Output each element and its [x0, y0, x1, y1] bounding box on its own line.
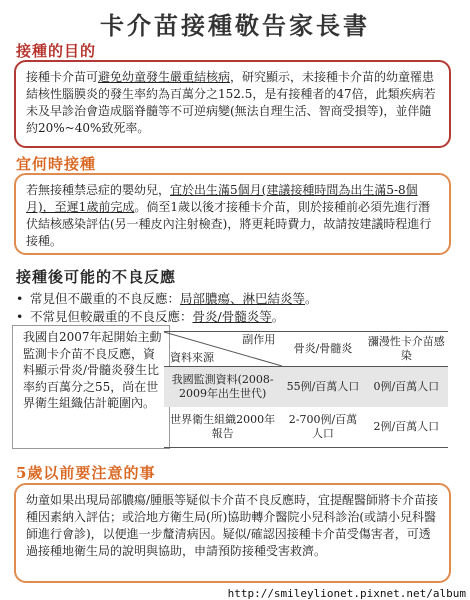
- reaction-rare-end: 。: [271, 309, 285, 324]
- watermark-url: http://smileylionet.pixnet.net/album: [227, 587, 466, 600]
- list-item: [16, 308, 284, 325]
- purpose-box: [14, 60, 451, 148]
- section-heading-reactions: 接種後可能的不良反應: [16, 268, 177, 286]
- purpose-text-1: 接種卡介苗可: [26, 70, 99, 84]
- bullet-icon: •: [16, 309, 24, 324]
- purpose-text-underlined: 避免幼童發生嚴重結核病: [98, 70, 231, 84]
- reaction-common-label: 常見但不嚴重的不良反應：: [30, 291, 181, 306]
- when-box: [14, 173, 451, 255]
- reaction-rare-value: 骨炎/骨髓炎等: [192, 309, 272, 324]
- adverse-reaction-table: [164, 331, 448, 448]
- table-cell-value: 2-700例/百萬人口: [281, 407, 364, 448]
- table-col-disseminated: 瀰漫性卡介苗感染: [365, 332, 448, 367]
- when-text-underlined: 宜於出生滿5個月(建議接種時間為出生滿5-8個月)，至遲1歲前完成: [26, 183, 418, 214]
- reaction-common-value: 局部膿瘍、淋巴結炎等: [180, 291, 306, 306]
- section-heading-under-five: 5歲以前要注意的事: [16, 464, 156, 482]
- bullet-icon: •: [16, 291, 24, 306]
- page-title: 卡介苗接種敬告家長書: [100, 11, 370, 40]
- reaction-rare-label: 不常見但較嚴重的不良反應：: [30, 309, 193, 324]
- purpose-text-2: ，研究顯示，未接種卡介苗的幼童罹患結核性腦膜炎的發生率約為百萬分之152.5，是有接種者的47倍，此類疾病若未及早診治會造成腦脊髓等不可逆病變(無法自理生活、智商受損等)，並伴隨約20%~40%致死率。: [26, 70, 436, 135]
- table-cell-source: 我國監測資料(2008-2009年出生世代): [164, 367, 281, 408]
- when-text-2: 。倘至1歲以後才接種卡介苗，則於接種前必須先進行潛伏結核感染評估(另一種皮內注射檢查)，將更耗時費力，故請按建議時程進行接種。: [26, 200, 432, 248]
- section-heading-when: 宜何時接種: [16, 155, 97, 173]
- table-header-row: [164, 332, 448, 367]
- table-corner-cell: [164, 332, 281, 367]
- table-cell-value: 2例/百萬人口: [365, 407, 448, 448]
- table-row: [164, 367, 448, 408]
- table-cell-value: 0例/百萬人口: [365, 367, 448, 408]
- table-head-bottom: 資料來源: [170, 351, 214, 364]
- table-row: [164, 407, 448, 448]
- when-text-1: 若無接種禁忌症的嬰幼兒，: [26, 183, 171, 197]
- table-cell-value: 55例/百萬人口: [281, 367, 364, 408]
- section-heading-purpose: 接種的目的: [16, 42, 97, 60]
- list-item: [16, 290, 318, 307]
- monitoring-note: 我國自2007年起開始主動監測卡介苗不良反應，資料顯示骨炎/骨髓炎發生比率約百萬分之55，尚在世界衛生組織估計範圍內。: [12, 325, 170, 449]
- table-cell-source: 世界衛生組織2000年報告: [164, 407, 281, 448]
- table-col-osteitis: 骨炎/骨髓炎: [281, 332, 364, 367]
- reaction-common-end: 。: [305, 291, 318, 306]
- under-five-box: [14, 483, 451, 583]
- table-head-top: 副作用: [242, 333, 276, 346]
- under-five-text: 幼童如果出現局部膿瘍/腫脹等疑似卡介苗不良反應時，宜提醒醫師將卡介苗接種因素納入評估；或洽地方衛生局(所)協助轉介醫院小兒科診治(或請小兒科醫師進行會診)，以便進一步釐清病因。疑似/確認因接種卡介苗受傷害者，可透過接種地衛生局的說明與協助，申請預防接種受害救濟。: [26, 493, 439, 558]
